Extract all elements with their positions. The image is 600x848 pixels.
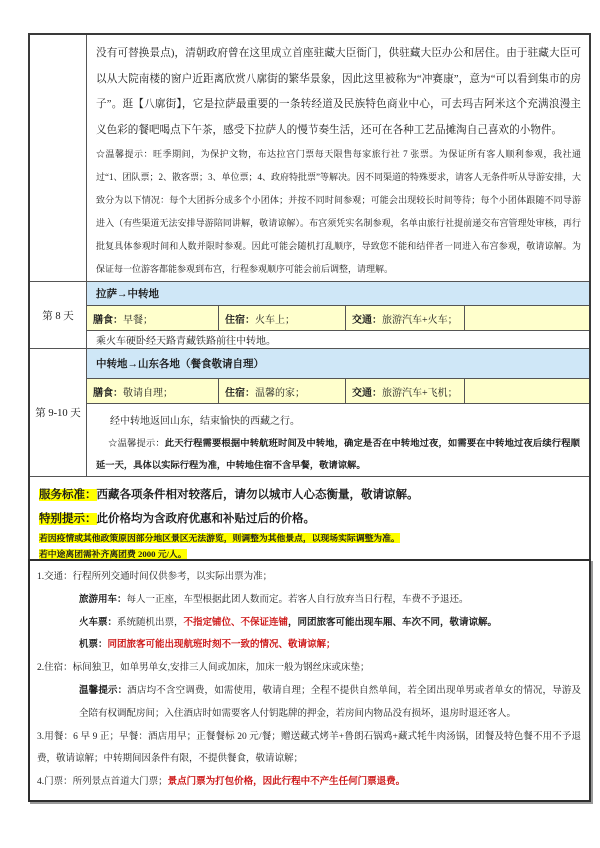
flight-ticket-warning: 同团旅客可能出现航班时刻不一致的情况、敬请谅解； xyxy=(107,640,336,651)
day9-10-body xyxy=(87,349,589,476)
day8-transport-cell xyxy=(346,306,465,330)
policy-line-1-text: 若因疫情或其他政策原因部分地区景区无法游览，则调整为其他景点，以现场实际调整为准。 xyxy=(39,533,400,543)
flight-ticket-label: 机票： xyxy=(79,640,108,651)
term-meals: 3.用餐：6 早 9 正；早餐：酒店用早；正餐餐标 20 元/餐；赠送藏式烤羊+鲁朗石锅鸡+藏式牦牛肉汤锅，团餐及特色餐不用不予退费，敬请谅解；中转期间因条件有限，不提供餐食，敬请谅解； xyxy=(37,731,581,765)
transport-value: 旅游汽车+火车； xyxy=(382,314,458,326)
tip-text: 此天行程需要根据中转航班时间及中转地，确定是否在中转地过夜，如需要在中转地过夜后续行程顺延一天，具体以实际行程为准，中转地住宿不含早餐，敬请谅解。 xyxy=(96,439,580,471)
lodging-label: 住宿： xyxy=(225,314,255,326)
term-train-ticket xyxy=(79,612,581,635)
day8-route-header: 拉萨→中转地 xyxy=(87,282,589,305)
terms-table xyxy=(28,559,591,802)
lodging-value: 火车上； xyxy=(255,314,295,326)
table-row-notices xyxy=(30,476,589,560)
policy-line-2-text: 若中途离团需补齐离团费 2000 元/人。 xyxy=(39,548,187,559)
service-standard-label: 服务标准： xyxy=(39,489,97,501)
day8-meal-row xyxy=(87,305,589,331)
table-row-day8 xyxy=(30,281,589,348)
train-ticket-pre: 系统随机出票， xyxy=(117,617,184,628)
special-notice-line xyxy=(39,507,581,531)
special-notice-label: 特别提示： xyxy=(39,513,97,525)
day9-10-transport-cell xyxy=(346,379,465,403)
day-label-empty xyxy=(30,35,87,281)
transport-value: 旅游汽车+飞机； xyxy=(382,387,458,399)
day8-label: 第 8 天 xyxy=(30,282,87,348)
policy-line-1 xyxy=(39,531,581,547)
term-hotel-tip xyxy=(79,680,581,726)
service-standard-text: 西藏各项条件相对较落后，请勿以城市人心态衡量，敬请谅解。 xyxy=(96,489,419,501)
itinerary-table xyxy=(28,33,591,562)
day8-description: 乘火车硬卧经天路青藏铁路前往中转地。 xyxy=(96,336,276,347)
day9-10-description-block xyxy=(87,404,589,476)
day9-10-tip xyxy=(96,433,580,477)
day9-10-description: 经中转地返回山东，结束愉快的西藏之行。 xyxy=(110,416,300,427)
notices-block xyxy=(30,477,589,560)
term-tour-bus xyxy=(79,589,581,612)
hotel-tip-label: 温馨提示： xyxy=(79,685,128,696)
day9-10-meals-cell xyxy=(87,379,219,403)
tickets-pre: 4.门票：所列景点首道大门票； xyxy=(37,777,168,788)
day8-empty-cell xyxy=(465,306,589,330)
day9-10-empty-cell xyxy=(465,379,589,403)
day9-10-lodging-cell xyxy=(219,379,346,403)
hotel-tip-text: 酒店均不含空调费，如需使用，敬请自理；全程不提供自然单间，若全团出现单男或者单女的情况，导游及全陪有权调配房间；入住酒店时如需要客人付钥匙牌的押金，若房间内物品没有损坏，退房时退还客人。 xyxy=(79,685,581,719)
day8-meals-cell xyxy=(87,306,219,330)
lodging-label: 住宿： xyxy=(225,387,255,399)
day9-10-route-header: 中转地→山东各地（餐食敬请自理） xyxy=(87,349,589,378)
service-standard-line xyxy=(39,483,581,507)
train-ticket-post: ，同团旅客可能出现车厢、车次不同，敬请谅解。 xyxy=(288,617,498,628)
term-hotel-intro: 2.住宿：标间独卫，如单男单女,安排三人间或加床，加床一般为钢丝床或床垫； xyxy=(37,663,370,674)
day7-description-cell xyxy=(87,35,589,281)
tour-bus-label: 旅游用车： xyxy=(79,594,127,605)
meals-value: 早餐； xyxy=(123,314,153,326)
table-row-day9-10 xyxy=(30,348,589,476)
lodging-value: 温馨的家； xyxy=(255,387,305,399)
meals-value: 敬请自理； xyxy=(123,387,173,399)
tip-label: ☆温馨提示： xyxy=(108,439,165,449)
transport-label: 交通： xyxy=(352,387,382,399)
day8-body xyxy=(87,282,589,348)
train-ticket-label: 火车票： xyxy=(79,617,118,628)
term-tickets xyxy=(37,771,581,794)
day9-10-meal-row xyxy=(87,378,589,404)
term-flight-ticket xyxy=(79,634,581,657)
meals-label: 膳食： xyxy=(93,387,123,399)
special-notice-text: 此价格均为含政府优惠和补贴过后的价格。 xyxy=(96,513,315,525)
tickets-warning: 景点门票为打包价格，因此行程中不产生任何门票退费。 xyxy=(167,777,406,788)
meals-label: 膳食： xyxy=(93,314,123,326)
potala-ticket-tip: ☆温馨提示：旺季期间，为保护文物，布达拉宫门票每天限售每家旅行社 7 张票。为保证所有客人顺利参观，我社通过“1、团队票；2、散客票；3、单位票；4、政府特批票”等解决。因不同渠道的特殊要求，请客人无条件听从导游安排，大致分为以下情况：每个大团拆分成多个小团体；并按不同时间参观；可能会出现较长时间等待；每个小团体跟随不同导游进入（有些渠道无法安排导游陪同讲解，敬请谅解）。布宫须凭实名制参观，名单由旅行社提前递交布宫管理处审核，再行批复具体参观时间和人数并限时参观。因此可能会随机打乱顺序，导致您不能和结伴者一同进入布宫参观，敬请谅解。为保证每一位游客都能参观到布宫，行程参观顺序可能会前后调整，请理解。 xyxy=(96,149,581,274)
barkhor-street-description: 没有可替换景点)，清朝政府曾在这里成立首座驻藏大臣衙门，供驻藏大臣办公和居住。由于驻藏大臣可以从大院南楼的窗户近距离欣赏八廓街的繁华景象，因此这里被称为“冲赛康”，意为“可以看到集市的房子”。逛【八廓街】，它是拉萨最重要的一条转经道及民族特色商业中心，可去玛吉阿米这个充满浪漫主义色彩的餐吧喝点下午茶，感受下拉萨人的慢节奏生活，还可在各种工艺品摊淘自己喜欢的小物件。 xyxy=(96,48,581,136)
term-transport-intro: 1.交通：行程所列交通时间仅供参考，以实际出票为准； xyxy=(37,572,273,582)
day8-lodging-cell xyxy=(219,306,346,330)
transport-label: 交通： xyxy=(352,314,382,326)
train-ticket-warning: 不指定铺位、不保证连铺 xyxy=(183,617,289,628)
day9-10-label: 第 9-10 天 xyxy=(30,349,87,476)
table-row xyxy=(30,35,589,281)
tour-bus-text: 每人一正座，车型根据此团人数而定。若客人自行放弃当日行程，车费不予退还。 xyxy=(126,594,469,605)
